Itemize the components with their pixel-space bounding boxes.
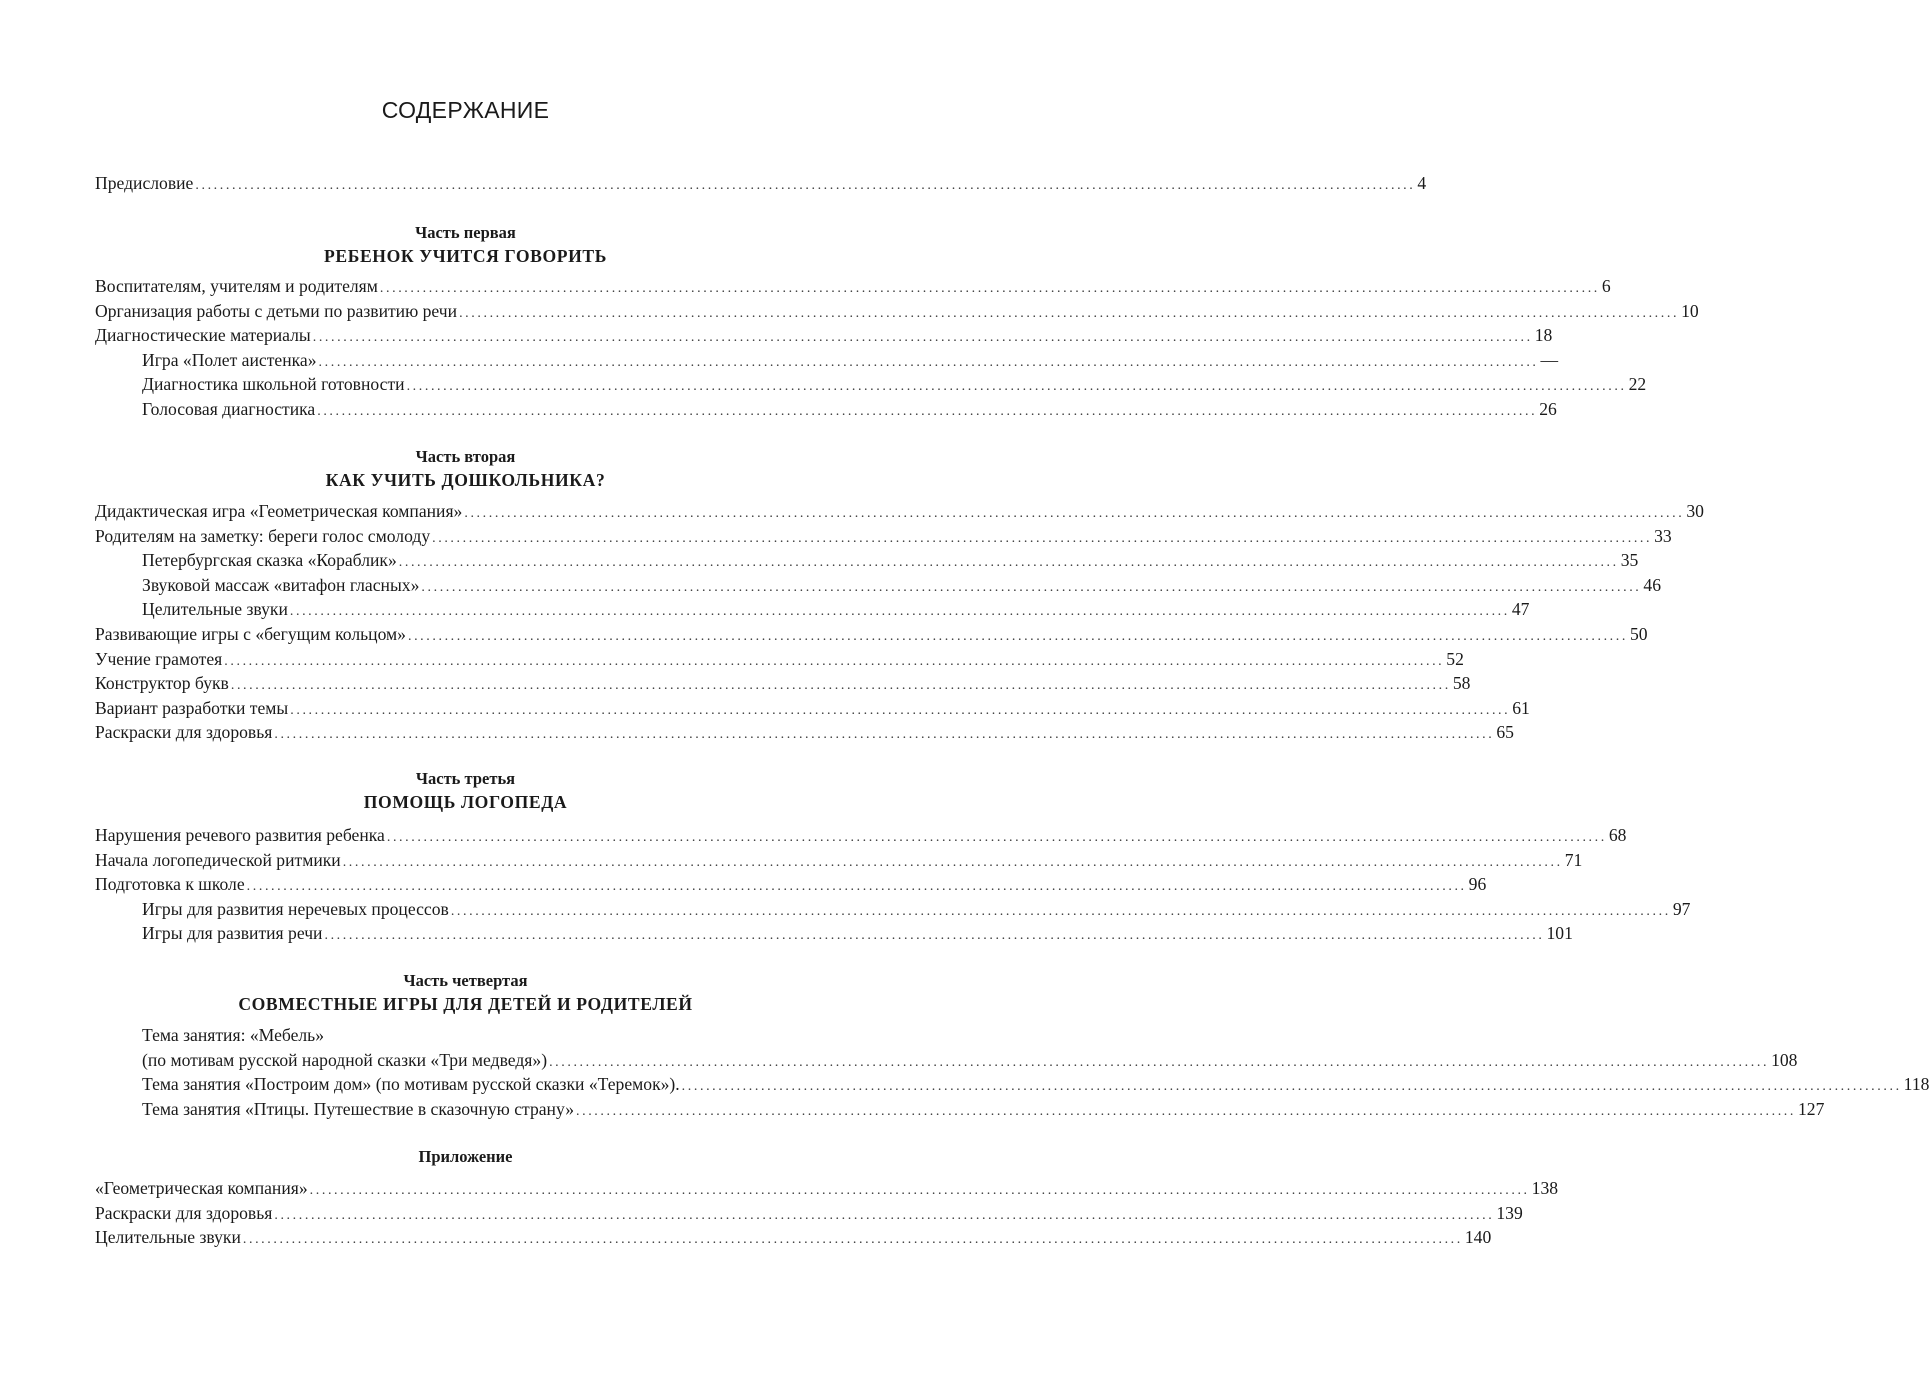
part-2 <box>95 446 836 492</box>
toc-entry-page: 18 <box>1534 325 1553 346</box>
toc-subentry[interactable] <box>95 372 1647 397</box>
toc-entry[interactable] <box>95 671 1471 696</box>
toc-entry-label: «Геометрическая компания» <box>95 1178 308 1198</box>
part-2-entries <box>95 499 1704 745</box>
toc-subentry[interactable] <box>95 1072 1929 1097</box>
toc-entry-page: 101 <box>1546 923 1573 944</box>
toc-entry-page: 46 <box>1643 574 1661 595</box>
toc-entry-page: 30 <box>1686 501 1704 521</box>
toc-entry-label: Тема занятия «Птицы. Путешествие в сказочную страну» <box>142 1098 574 1119</box>
toc-entry[interactable] <box>95 323 1553 348</box>
appendix-entries <box>95 1176 1559 1250</box>
toc-entry-page: 10 <box>1681 300 1699 321</box>
toc-entry-label: Игра «Полет аистенка» <box>142 349 317 370</box>
toc-subentry[interactable] <box>95 397 1557 422</box>
toc-entry-page: 140 <box>1464 1227 1492 1248</box>
toc-entry-label: Дидактическая игра «Геометрическая компания» <box>95 501 463 521</box>
part-3-entries <box>95 823 1691 946</box>
toc-entry-page: 127 <box>1798 1098 1825 1119</box>
leader-dots: ........................................................................................................................................................................................................ <box>230 678 1451 694</box>
part-4-entries <box>95 1023 1929 1121</box>
toc-subentry[interactable] <box>95 597 1530 622</box>
toc-entry-label: Звуковой массаж «витафон гласных» <box>142 574 420 595</box>
toc-subentry[interactable] <box>95 1097 1825 1122</box>
toc-subentry[interactable] <box>95 348 1559 373</box>
appendix-title: Приложение <box>418 1147 513 1166</box>
leader-dots: ........................................................................................................................................................................................................ <box>379 281 1600 296</box>
toc-entry[interactable] <box>95 1176 1559 1201</box>
toc-entry[interactable] <box>95 524 1672 549</box>
toc-entry-page: 65 <box>1496 722 1514 743</box>
toc-entry-label: Начала логопедической ритмики <box>95 849 341 870</box>
toc-entry-label: Петербургская сказка «Кораблик» <box>142 550 397 571</box>
leader-dots: ........................................................................................................................................................................................................ <box>290 702 1511 718</box>
toc-entry-label: Игры для развития неречевых процессов <box>142 898 449 919</box>
toc-subentry[interactable] <box>95 897 1691 922</box>
part-title: ПОМОЩЬ ЛОГОПЕДА <box>363 792 568 812</box>
toc-entry-page: — <box>1540 349 1559 370</box>
appendix <box>95 1146 836 1168</box>
leader-dots: ........................................................................................................................................................................................................ <box>309 1183 1530 1198</box>
toc-entry-page: 47 <box>1511 599 1530 620</box>
toc-entry[interactable] <box>95 1201 1523 1226</box>
toc-entry-label: Диагностика школьной готовности <box>142 374 405 395</box>
toc-entry[interactable] <box>95 1225 1492 1250</box>
leader-dots: ........................................................................................................................................................................................................ <box>318 354 1539 370</box>
toc-entry-page: 118 <box>1903 1074 1929 1095</box>
part-label: Часть первая <box>415 223 516 242</box>
toc-entry-label: Тема занятия «Построим дом» (по мотивам русской сказки «Теремок»). <box>142 1074 680 1095</box>
toc-entry[interactable] <box>95 622 1648 647</box>
toc-entry[interactable] <box>95 872 1487 897</box>
toc-entry-label: Раскраски для здоровья <box>95 722 273 743</box>
toc-entry-page: 26 <box>1539 398 1557 419</box>
leader-dots: ........................................................................................................................................................................................................ <box>549 1054 1770 1070</box>
part-label: Часть третья <box>415 769 516 788</box>
toc-entry-label: Организация работы с детьми по развитию речи <box>95 300 458 321</box>
leader-dots: ........................................................................................................................................................................................................ <box>242 1232 1463 1248</box>
leader-dots: ........................................................................................................................................................................................................ <box>317 403 1538 419</box>
toc-entry-label: Учение грамотея <box>95 648 223 669</box>
toc-entry[interactable] <box>95 823 1627 848</box>
toc-entry[interactable] <box>95 696 1530 721</box>
toc-entry-page: 58 <box>1452 673 1471 694</box>
toc-entry[interactable] <box>95 499 1704 524</box>
page-title: СОДЕРЖАНИЕ <box>381 97 550 123</box>
toc-subentry[interactable] <box>95 548 1639 573</box>
part-3 <box>95 768 836 814</box>
toc-entry[interactable] <box>95 848 1583 873</box>
toc-entry-page: 4 <box>1417 173 1427 193</box>
leader-dots: ........................................................................................................................................................................................................ <box>386 830 1607 845</box>
part-title: КАК УЧИТЬ ДОШКОЛЬНИКА? <box>325 470 606 490</box>
toc-entry-page: 96 <box>1468 874 1487 895</box>
toc-entry-page: 52 <box>1446 648 1464 669</box>
toc-entry-label: Родителям на заметку: береги голос смолоду <box>95 525 431 546</box>
toc-entry-label: Раскраски для здоровья <box>95 1202 273 1223</box>
toc-entry[interactable] <box>95 274 1611 299</box>
toc-entry-page: 50 <box>1629 623 1648 644</box>
toc-entry-label: Конструктор букв <box>95 673 229 694</box>
toc-entry-label: Вариант разработки темы <box>95 697 289 718</box>
leader-dots: ........................................................................................................................................................................................................ <box>398 555 1619 571</box>
toc-entry-label: Предисловие <box>95 173 194 193</box>
leader-dots: ........................................................................................................................................................................................................ <box>246 879 1467 895</box>
toc-entry[interactable] <box>95 720 1514 745</box>
part-title: СОВМЕСТНЫЕ ИГРЫ ДЛЯ ДЕТЕЙ И РОДИТЕЛЕЙ <box>238 994 693 1014</box>
leader-dots: ........................................................................................................................................................................................................ <box>224 653 1445 669</box>
toc-entry[interactable] <box>95 647 1464 672</box>
part-1 <box>95 222 836 268</box>
toc-entry-page: 61 <box>1512 697 1530 718</box>
part-title: РЕБЕНОК УЧИТСЯ ГОВОРИТЬ <box>324 246 607 266</box>
leader-dots: ........................................................................................................................................................................................................ <box>406 379 1627 395</box>
toc-entry-page: 139 <box>1496 1202 1523 1223</box>
toc-entry-page: 22 <box>1628 374 1647 395</box>
leader-dots: ........................................................................................................................................................................................................ <box>195 178 1416 193</box>
leader-dots: ........................................................................................................................................................................................................ <box>432 530 1653 546</box>
toc-subentry[interactable] <box>95 573 1661 598</box>
leader-dots: ........................................................................................................................................................................................................ <box>450 903 1671 919</box>
toc-entry-first-line[interactable]: Тема занятия: «Мебель» <box>142 1025 325 1045</box>
toc-entry-label: Воспитателям, учителям и родителям <box>95 276 378 296</box>
leader-dots: ........................................................................................................................................................................................................ <box>312 330 1533 346</box>
toc-entry-label: Нарушения речевого развития ребенка <box>95 825 385 845</box>
preface-block <box>95 171 1427 196</box>
toc-entry-label: Игры для развития речи <box>142 923 323 944</box>
toc-entry-page: 108 <box>1771 1049 1798 1070</box>
leader-dots: ........................................................................................................................................................................................................ <box>274 727 1495 743</box>
toc-entry-label: Подготовка к школе <box>95 874 245 895</box>
toc-entry-page: 6 <box>1601 276 1611 296</box>
leader-dots: ........................................................................................................................................................................................................ <box>576 1103 1796 1119</box>
toc-entry-page: 97 <box>1672 898 1691 919</box>
leader-dots: ........................................................................................................................................................................................................ <box>407 628 1628 644</box>
part-label: Часть вторая <box>415 447 516 466</box>
toc-entry-page: 35 <box>1620 550 1639 571</box>
toc-entry-label: Целительные звуки <box>95 1227 241 1248</box>
toc-entry[interactable] <box>95 171 1427 196</box>
toc-entry-label: Целительные звуки <box>142 599 288 620</box>
toc-entry-page: 68 <box>1608 825 1627 845</box>
leader-dots: ........................................................................................................................................................................................................ <box>464 506 1685 521</box>
toc-entry-page: 33 <box>1654 525 1672 546</box>
part-4 <box>95 970 836 1016</box>
leader-dots: ........................................................................................................................................................................................................ <box>324 928 1545 944</box>
part-1-entries <box>95 274 1699 422</box>
toc-entry-label: Диагностические материалы <box>95 325 311 346</box>
toc-entry-label: Развивающие игры с «бегущим кольцом» <box>95 623 406 644</box>
toc-entry-page: 138 <box>1531 1178 1559 1198</box>
toc-entry-label: (по мотивам русской народной сказки «Три медведя») <box>142 1049 548 1070</box>
part-label: Часть четвертая <box>403 971 528 990</box>
leader-dots: ........................................................................................................................................................................................................ <box>342 854 1563 870</box>
leader-dots: ........................................................................................................................................................................................................ <box>289 604 1510 620</box>
leader-dots: ........................................................................................................................................................................................................ <box>274 1207 1495 1223</box>
leader-dots: ........................................................................................................................................................................................................ <box>459 305 1680 321</box>
leader-dots: ........................................................................................................................................................................................................ <box>421 579 1642 595</box>
toc-subentry[interactable] <box>95 921 1573 946</box>
toc-subentry[interactable] <box>95 1048 1798 1073</box>
toc-entry[interactable] <box>95 299 1699 324</box>
toc-entry-page: 71 <box>1564 849 1583 870</box>
toc-entry-label: Голосовая диагностика <box>142 398 316 419</box>
leader-dots: ........................................................................................................................................................................................................ <box>681 1079 1902 1095</box>
